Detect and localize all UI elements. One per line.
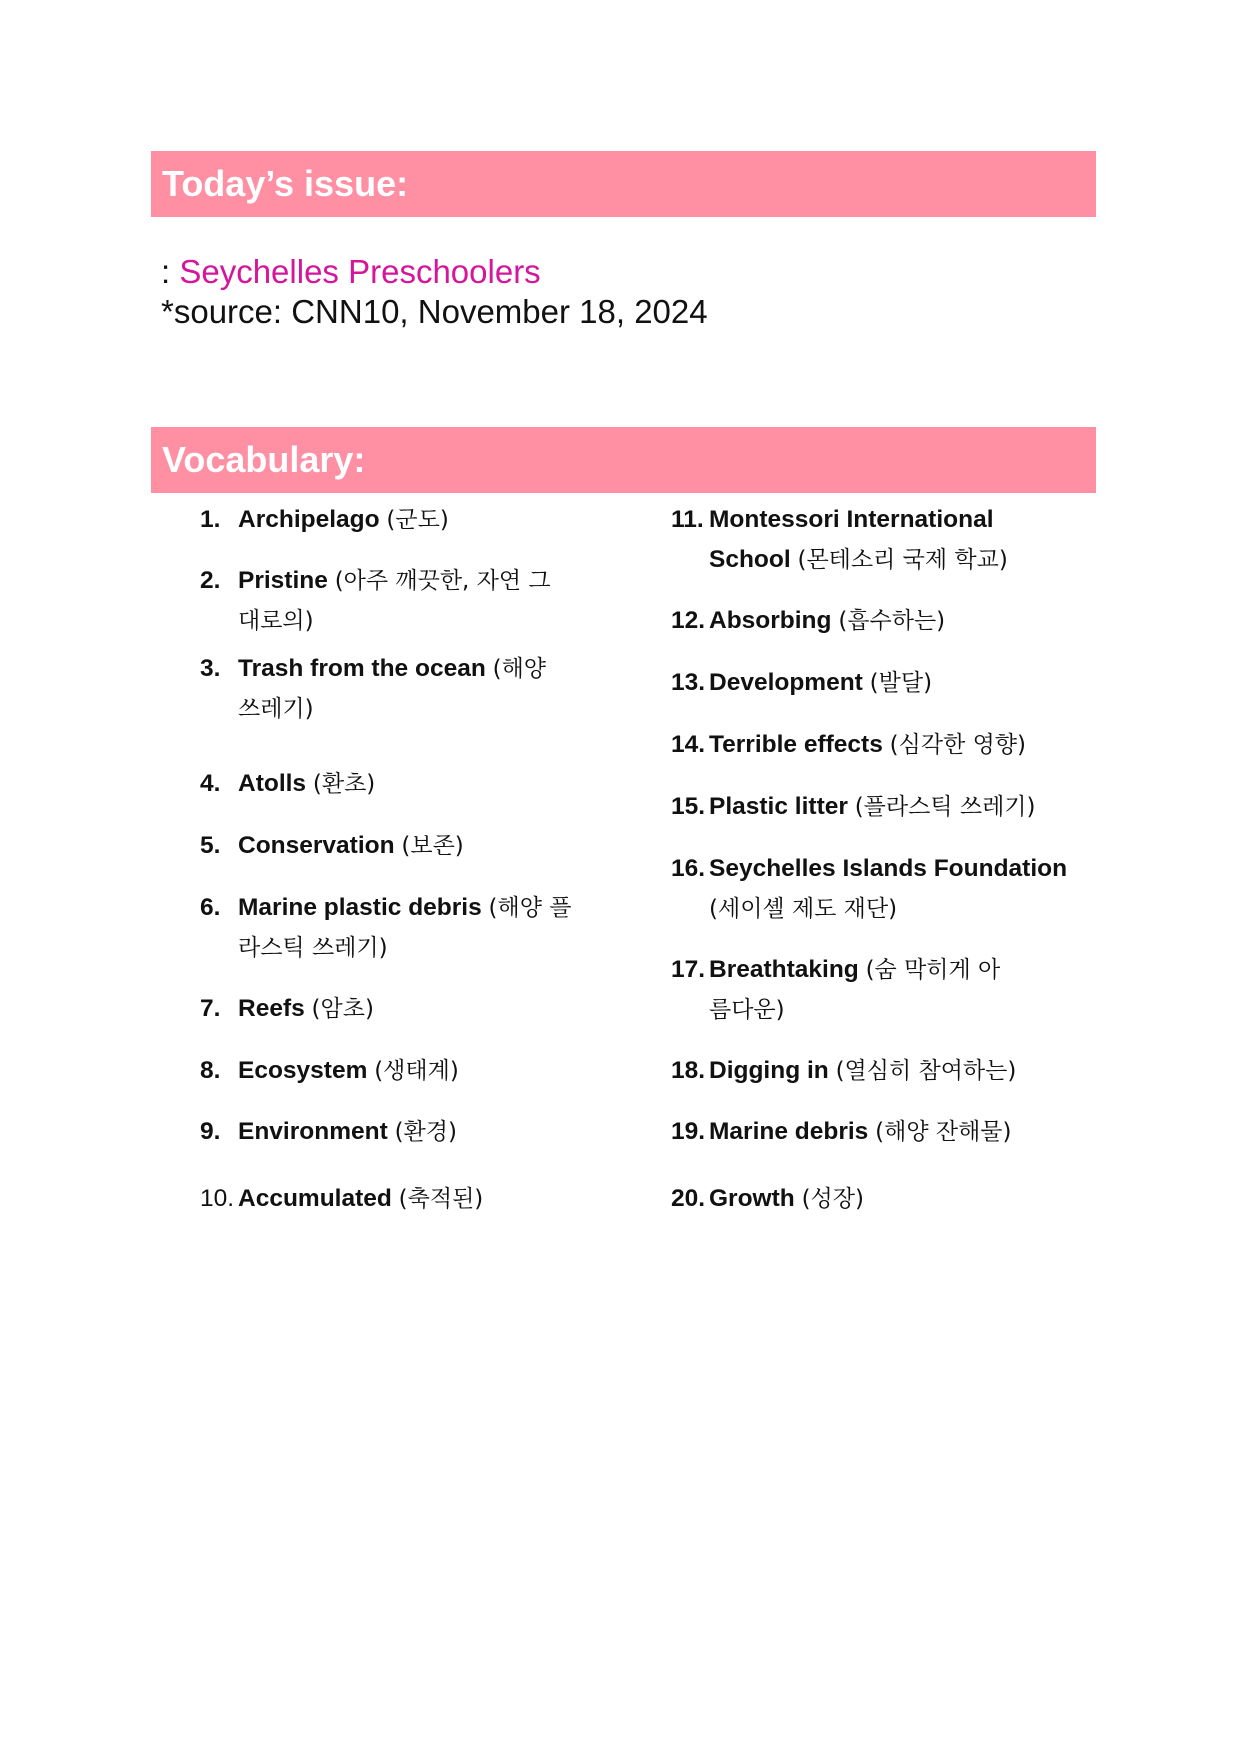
vocab-number: 13.	[671, 669, 706, 696]
vocab-item-5	[200, 826, 590, 866]
vocab-item-17	[671, 950, 1006, 1030]
vocab-number: 17.	[671, 956, 706, 983]
vocab-item-19	[671, 1112, 1101, 1152]
vocab-term: Plastic litter	[709, 793, 848, 820]
vocab-term: Ecosystem	[238, 1057, 368, 1084]
vocab-term: Accumulated	[238, 1185, 392, 1212]
vocab-meaning: (해양 플라스틱 쓰레기)	[238, 895, 572, 961]
vocab-term: Absorbing	[709, 607, 832, 634]
vocab-number: 14.	[671, 731, 706, 758]
vocab-number: 10.	[200, 1185, 235, 1212]
vocab-meaning: (군도)	[386, 507, 449, 533]
vocab-meaning: (환초)	[312, 771, 376, 797]
issue-info	[161, 252, 708, 332]
vocab-number: 9.	[200, 1118, 221, 1145]
vocab-item-9	[200, 1112, 590, 1152]
vocab-term: Terrible effects	[709, 731, 883, 758]
vocab-item-10	[200, 1179, 590, 1219]
vocab-term: Montessori International School	[709, 506, 994, 573]
vocab-meaning: (아주 깨끗한, 자연 그대로의)	[238, 568, 551, 634]
vocab-term: Pristine	[238, 567, 328, 594]
vocab-meaning: (축적된)	[398, 1186, 484, 1212]
vocab-term: Environment	[238, 1118, 388, 1145]
vocab-term: Conservation	[238, 832, 395, 859]
vocab-item-12	[671, 601, 1101, 641]
vocab-item-6	[200, 888, 575, 968]
vocab-item-2	[200, 561, 565, 641]
vocab-meaning: (보존)	[401, 833, 464, 859]
vocab-meaning: (생태계)	[374, 1058, 459, 1084]
vocab-number: 1.	[200, 506, 221, 533]
vocab-meaning: (환경)	[394, 1119, 457, 1145]
vocab-term: Marine debris	[709, 1118, 869, 1145]
vocab-number: 15.	[671, 793, 706, 820]
vocab-item-7	[200, 989, 590, 1029]
vocab-item-16	[671, 849, 1081, 929]
vocab-meaning: (암초)	[311, 996, 374, 1022]
vocab-number: 2.	[200, 567, 221, 594]
vocab-meaning: (해양 잔해물)	[875, 1119, 1012, 1145]
vocab-item-8	[200, 1051, 590, 1091]
vocab-number: 8.	[200, 1057, 221, 1084]
vocabulary-heading: Vocabulary:	[151, 427, 1096, 493]
vocab-number: 11.	[671, 506, 704, 533]
vocab-term: Marine plastic debris	[238, 894, 482, 921]
vocab-item-4	[200, 764, 590, 804]
vocab-meaning: (열심히 참여하는)	[835, 1058, 1017, 1084]
vocab-item-3	[200, 649, 575, 729]
vocab-meaning: (성장)	[801, 1186, 864, 1212]
vocab-term: Development	[709, 669, 863, 696]
vocab-item-18	[671, 1051, 1101, 1091]
vocab-number: 5.	[200, 832, 221, 859]
vocab-item-11	[671, 500, 1046, 580]
vocab-term: Seychelles Islands Foundation	[709, 855, 1068, 882]
vocab-item-1	[200, 500, 590, 540]
vocab-term: Breathtaking	[709, 956, 859, 983]
vocab-term: Atolls	[238, 770, 307, 797]
vocab-meaning: (세이셸 제도 재단)	[709, 896, 898, 922]
vocab-term: Digging in	[709, 1057, 829, 1084]
vocab-item-15	[671, 787, 1101, 827]
vocab-term: Growth	[709, 1185, 795, 1212]
issue-title-prefix: :	[161, 253, 180, 290]
vocab-number: 4.	[200, 770, 221, 797]
vocab-item-20	[671, 1179, 1101, 1219]
vocab-meaning: (해양 쓰레기)	[238, 656, 547, 722]
vocab-number: 16.	[671, 855, 706, 882]
vocab-meaning: (플라스틱 쓰레기)	[854, 794, 1036, 820]
vocab-number: 3.	[200, 655, 221, 682]
vocab-term: Archipelago	[238, 506, 380, 533]
vocab-number: 19.	[671, 1118, 706, 1145]
vocab-meaning: (흡수하는)	[838, 608, 946, 634]
vocab-number: 18.	[671, 1057, 706, 1084]
vocab-term: Trash from the ocean	[238, 655, 486, 682]
vocab-number: 12.	[671, 607, 706, 634]
issue-title: Seychelles Preschoolers	[179, 253, 541, 290]
vocab-item-14	[671, 725, 1101, 765]
vocab-term: Reefs	[238, 995, 305, 1022]
vocab-number: 20.	[671, 1185, 706, 1212]
issue-heading: Today’s issue:	[151, 151, 1096, 217]
vocab-meaning: (몬테소리 국제 학교)	[797, 547, 1008, 573]
vocab-item-13	[671, 663, 1101, 703]
vocab-number: 6.	[200, 894, 221, 921]
vocab-number: 7.	[200, 995, 221, 1022]
vocab-meaning: (발달)	[869, 670, 933, 696]
vocab-meaning: (심각한 영향)	[889, 732, 1027, 758]
issue-source: *source: CNN10, November 18, 2024	[161, 293, 708, 330]
issue-title-line	[161, 252, 708, 292]
vocab-meaning: (숨 막히게 아름다운)	[709, 957, 1001, 1023]
